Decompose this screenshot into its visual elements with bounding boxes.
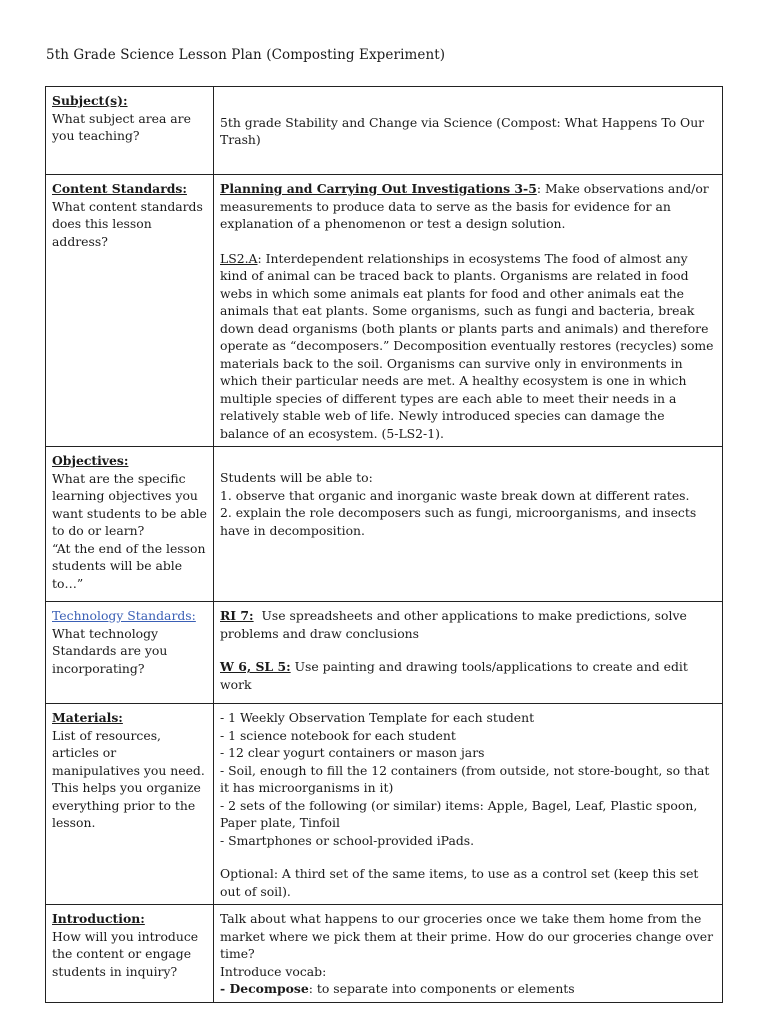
standard-ls2a-text: : Interdependent relationships in ecosystems The food of almost any kind of animal can be traced back to plants. Organisms are related in food webs in which some animals eat plants for food and other animals eat the animals that eat plants. Some organisms, such as fungi and bacteria, break down dead organisms (both plants or plants parts and animals) and therefore operate as “decomposers.” Decomposition eventually restores (recycles) some materials back to the soil. Organisms can survive only in environments in which their particular needs are met. A healthy ecosystem is one in which multiple species of different types are each able to meet their needs in a relatively stable web of life. Newly introduced species can damage the balance of an ecosystem. (5-LS2-1). xyxy=(220,250,714,441)
objectives-content-cell xyxy=(214,447,723,602)
row-subject xyxy=(46,87,723,175)
objectives-heading: Objectives: xyxy=(52,453,129,468)
tech-standard-ri7 xyxy=(220,607,716,642)
tech-standard-ri7-code: RI 7: xyxy=(220,608,254,623)
standard-investigations xyxy=(220,180,716,233)
introduction-heading: Introduction: xyxy=(52,911,145,926)
vocab-term: - Decompose xyxy=(220,981,309,996)
subject-prompt: What subject area are you teaching? xyxy=(52,110,191,143)
subject-content: 5th grade Stability and Change via Science (Compost: What Happens To Our Trash) xyxy=(220,114,705,147)
objectives-prompt: What are the specific learning objectives you want students to be able to do or learn? xyxy=(52,470,207,538)
vocab-decompose xyxy=(220,980,716,998)
tech-standard-w6-code: W 6, SL 5: xyxy=(220,659,291,674)
vocab-definition: : to separate into components or elements xyxy=(308,981,575,996)
tech-standard-w6-text: Use painting and drawing tools/applications to create and edit work xyxy=(220,659,692,692)
document-title: 5th Grade Science Lesson Plan (Composting Experiment) xyxy=(46,47,446,63)
subject-content-cell xyxy=(214,87,723,175)
tech-standard-ri7-text: Use spreadsheets and other applications to make predictions, solve problems and draw conclusions xyxy=(220,608,691,641)
standard-ls2a-code: LS2.A xyxy=(220,250,258,266)
technology-prompt: What technology Standards are you incorporating? xyxy=(52,625,168,676)
row-technology-standards xyxy=(46,602,723,704)
content-standards-label-cell xyxy=(46,175,214,447)
material-item: - 1 science notebook for each student xyxy=(220,727,456,743)
row-materials xyxy=(46,704,723,905)
introduction-text: Talk about what happens to our groceries once we take them home from the market where we pick them at their prime. How do our groceries change over time? xyxy=(220,911,714,961)
introduction-prompt: How will you introduce the content or engage students in inquiry? xyxy=(52,928,199,979)
introduction-content-cell xyxy=(214,905,723,1003)
objective-item: 2. explain the role decomposers such as fungi, microorganisms, and insects have in decomposition. xyxy=(220,505,697,538)
materials-content-cell xyxy=(214,704,723,905)
technology-label-cell xyxy=(46,602,214,704)
material-item: - Soil, enough to fill the 12 containers (from outside, not store-bought, so that it has microorganisms in it) xyxy=(220,762,710,795)
tech-standard-w6 xyxy=(220,658,716,693)
material-item: - 12 clear yogurt containers or mason jars xyxy=(220,745,485,760)
materials-prompt: List of resources, articles or manipulatives you need. This helps you organize everything prior to the lesson. xyxy=(52,727,205,830)
subject-heading: Subject(s): xyxy=(52,93,128,108)
objectives-label-cell xyxy=(46,447,214,602)
objectives-lead: Students will be able to: xyxy=(220,470,373,485)
row-content-standards xyxy=(46,175,723,447)
material-item: - 1 Weekly Observation Template for each student xyxy=(220,710,535,725)
standard-investigations-text: : Make observations and/or measurements to produce data to serve as the basis for evidence for an explanation of a phenomenon or test a design solution. xyxy=(220,181,709,231)
materials-label-cell xyxy=(46,704,214,905)
content-standards-prompt: What content standards does this lesson address? xyxy=(52,198,203,249)
technology-standards-link[interactable]: Technology Standards: xyxy=(52,608,196,623)
standard-ls2a xyxy=(220,250,716,443)
material-item: - Smartphones or school-provided iPads. xyxy=(220,832,475,848)
content-standards-heading: Content Standards: xyxy=(52,181,187,196)
row-introduction xyxy=(46,905,723,1003)
objective-item: 1. observe that organic and inorganic waste break down at different rates. xyxy=(220,487,690,503)
materials-heading: Materials: xyxy=(52,710,123,725)
introduction-label-cell xyxy=(46,905,214,1003)
subject-label-cell xyxy=(46,87,214,175)
introduction-vocab-label: Introduce vocab: xyxy=(220,963,327,979)
material-item: - 2 sets of the following (or similar) items: Apple, Bagel, Leaf, Plastic spoon, Paper plate, Tinfoil xyxy=(220,797,698,830)
lesson-plan-table xyxy=(45,86,723,1003)
content-standards-content-cell xyxy=(214,175,723,447)
row-objectives xyxy=(46,447,723,602)
objectives-quote: “At the end of the lesson students will be able to…” xyxy=(52,540,206,591)
materials-optional: Optional: A third set of the same items, to use as a control set (keep this set out of soil). xyxy=(220,866,699,899)
technology-content-cell xyxy=(214,602,723,704)
standard-investigations-code: Planning and Carrying Out Investigations 3-5 xyxy=(220,181,537,196)
